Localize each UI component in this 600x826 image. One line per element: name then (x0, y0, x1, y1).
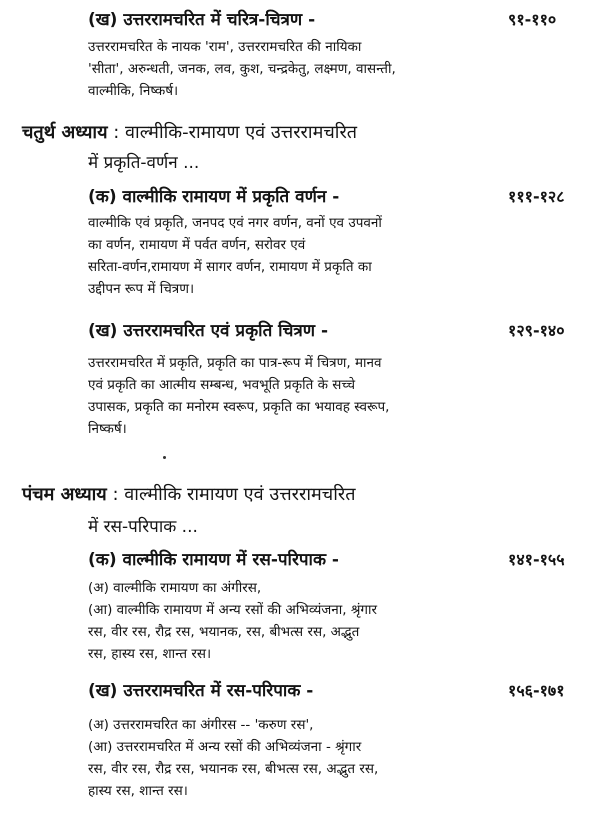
section-body-character (88, 36, 488, 102)
chapter-5-subtitle: में रस-परिपाक ... (88, 517, 198, 537)
body-line: एवं प्रकृति का आत्मीय सम्बन्ध, भवभूति प्रकृति के सच्चे (88, 377, 356, 393)
body-line: (आ) वाल्मीकि रामायण में अन्य रसों की अभिव्यंजना, श्रृंगार (88, 602, 378, 618)
body-line: (आ) उत्तररामचरित में अन्य रसों की अभिव्यंजना - श्रृंगार (88, 739, 362, 755)
chapter-5-label: पंचम अध्याय (22, 484, 107, 505)
section-heading-uttara-rasa: (ख) उत्तररामचरित में रस-परिपाक - (88, 681, 314, 701)
chapter-4-title-line (22, 121, 357, 145)
section-body-ramayana-nature (88, 212, 488, 300)
section-heading-character: (ख) उत्तररामचरित में चरित्र-चित्रण - (88, 10, 316, 30)
body-line: (अ) वाल्मीकि रामायण का अंगीरस, (88, 580, 262, 596)
body-line: उत्तररामचरित में प्रकृति, प्रकृति का पात्र-रूप में चित्रण, मानव (88, 355, 382, 371)
section-body-uttara-rasa (88, 714, 488, 802)
body-line: 'सीता', अरुन्धती, जनक, लव, कुश, चन्द्रकेतु, लक्ष्मण, वासन्ती, (88, 61, 396, 77)
body-line: उपासक, प्रकृति का मनोरम स्वरूप, प्रकृति का भयावह स्वरूप, (88, 399, 390, 415)
page-range-ramayana-rasa: १४१-१५५ (508, 550, 565, 569)
body-line: निष्कर्ष। (88, 421, 127, 437)
page-range-uttara-rasa: १५६-१७१ (508, 681, 565, 700)
stray-ink-mark (163, 456, 166, 459)
chapter-4-label: चतुर्थ अध्याय (22, 122, 108, 143)
body-line: सरिता-वर्णन,रामायण में सागर वर्णन, रामायण में प्रकृति का (88, 259, 372, 275)
section-heading-ramayana-rasa: (क) वाल्मीकि रामायण में रस-परिपाक - (88, 550, 339, 570)
body-line: का वर्णन, रामायण में पर्वत वर्णन, सरोवर एवं (88, 237, 306, 253)
body-line: रस, हास्य रस, शान्त रस। (88, 646, 212, 662)
body-line: वाल्मीकि, निष्कर्ष। (88, 83, 179, 99)
page-range-character: ९१-११० (508, 10, 557, 29)
body-line: वाल्मीकि एवं प्रकृति, जनपद एवं नगर वर्णन, वनों एव उपवनों (88, 215, 382, 231)
section-heading-ramayana-nature: (क) वाल्मीकि रामायण में प्रकृति वर्णन - (88, 187, 340, 207)
chapter-4-title: : वाल्मीकि-रामायण एवं उत्तररामचरित (113, 122, 358, 143)
page-range-ramayana-nature: १११-१२८ (508, 187, 565, 206)
chapter-4-subtitle: में प्रकृति-वर्णन ... (88, 153, 200, 173)
body-line: (अ) उत्तररामचरित का अंगीरस -- 'करुण रस', (88, 717, 314, 733)
body-line: रस, वीर रस, रौद्र रस, भयानक, रस, बीभत्स रस, अद्भुत (88, 624, 360, 640)
chapter-5-title-line (22, 483, 356, 507)
body-line: उद्दीपन रूप में चित्रण। (88, 281, 195, 297)
section-heading-uttara-nature: (ख) उत्तररामचरित एवं प्रकृति चित्रण - (88, 321, 329, 341)
section-body-uttara-nature (88, 352, 488, 440)
section-body-ramayana-rasa (88, 577, 488, 665)
chapter-5-title: : वाल्मीकि रामायण एवं उत्तररामचरित (112, 484, 356, 505)
body-line: रस, वीर रस, रौद्र रस, भयानक रस, बीभत्स रस, अद्भुत रस, (88, 761, 379, 777)
body-line: हास्य रस, शान्त रस। (88, 783, 188, 799)
body-line: उत्तररामचरित के नायक 'राम', उत्तररामचरित की नायिका (88, 39, 362, 55)
page-range-uttara-nature: १२९-१४० (508, 321, 565, 340)
